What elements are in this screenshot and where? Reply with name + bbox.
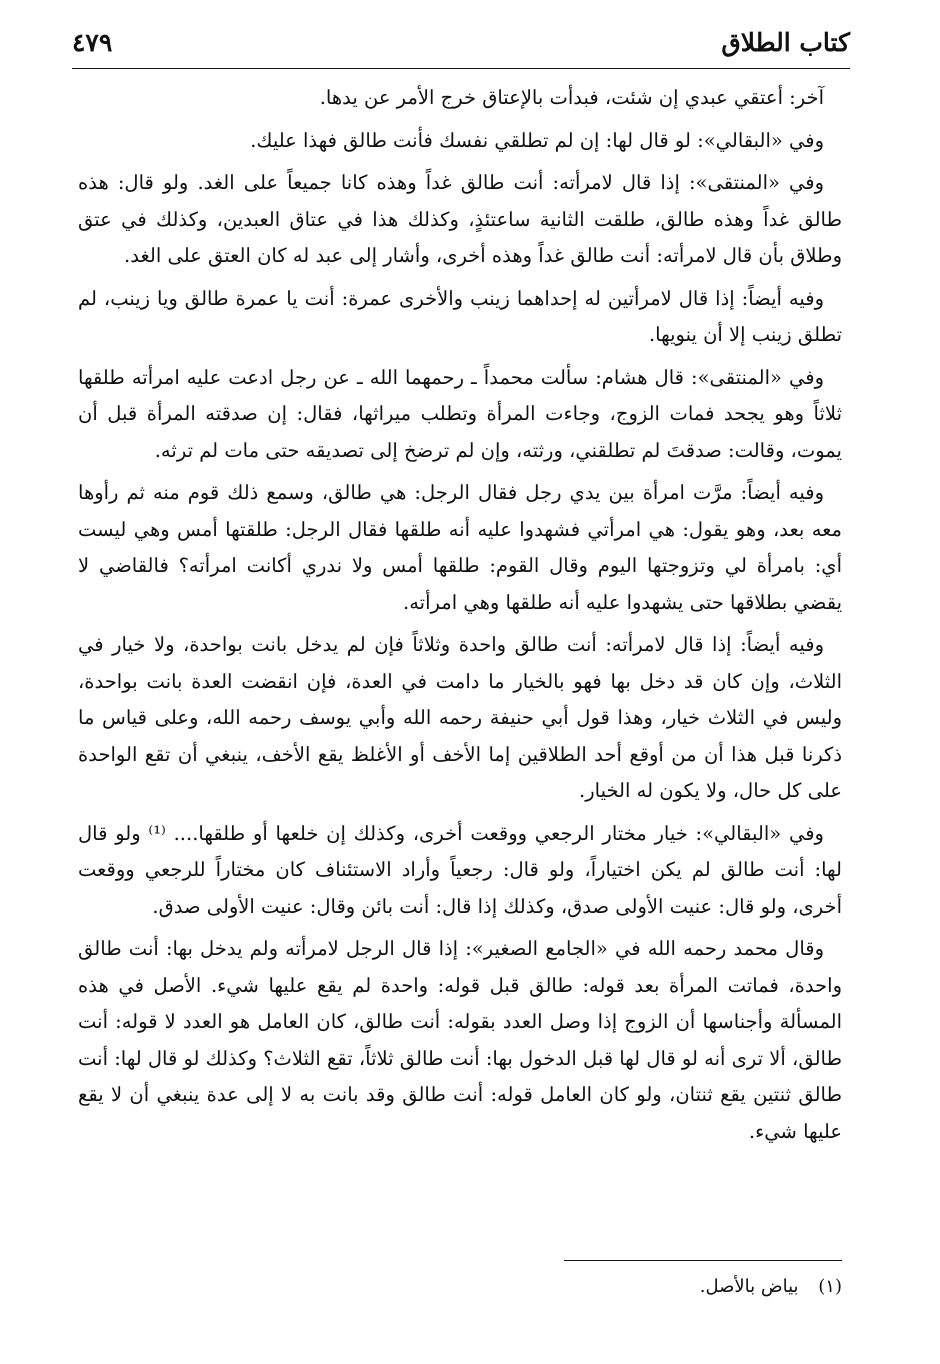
paragraph-8: وفي «البقالي»: خيار مختار الرجعي ووقعت أخرى، وكذلك إن خلعها أو طلقها.... ⁽¹⁾ ولو قال لها: أنت طالق لم يكن اختياراً، ولو قال: رجعياً وأراد الاستئناف كان مختاراً للرجعي ووقعت أخرى، ولو قال: عنيت الأولى صدق، وكذلك إذا قال: أنت بائن وقال: عنيت الأولى صدق. xyxy=(78,821,842,918)
paragraph-6: وفيه أيضاً: مرَّت امرأة بين يدي رجل فقال الرجل: هي طالق، وسمع ذلك قوم منه ثم رأوها معه بعد، وهو يقول: هي امرأتي فشهدوا عليه أنه طلقها فقال الرجل: طلقتها أمس وهي ليست أي: بامرأة لي وتزوجتها اليوم وقال القوم: طلقها أمس ولا ندري أكانت امرأته؟ فالقاضي لا يقضي بطلاقها حتى يشهدوا عليه أنه طلقها وهي امرأته. xyxy=(78,481,842,614)
running-header xyxy=(72,22,850,62)
paragraph-3: وفي «المنتقى»: إذا قال لامرأته: أنت طالق غداً وهذه كانا جميعاً على الغد. ولو قال: هذه طالق غداً وهذه طالق، طلقت الثانية ساعتئذٍ، وكذلك هذا في عتاق العبدين، وكذلك في عتق وطلاق بأن قال لامرأته: أنت طالق غداً وهذه أخرى، وأشار إلى عبد له كان العتق على الغد. xyxy=(78,171,842,267)
footnote-marker: (١) xyxy=(818,1276,842,1297)
footnote-text: بياض بالأصل. xyxy=(699,1276,799,1297)
paragraph-7: وفيه أيضاً: إذا قال لامرأته: أنت طالق واحدة وثلاثاً فإن لم يدخل بانت بواحدة، ولا خيار في الثلاث، وإن كان قد دخل بها فهو بالخيار ما دامت في العدة، فإن انقضت العدة بانت بواحدة، وليس في الثلاث خيار، وهذا قول أبي حنيفة رحمه الله وأبي يوسف رحمه الله، وعلى قياس ما ذكرنا قبل هذا أن من أوقع أحد الطلاقين إما الأخف أو الأغلظ يقع الأخف، ينبغي أن تقع الواحدة على كل حال، ولا يكون له الخيار. xyxy=(78,633,842,802)
main-text xyxy=(78,80,842,1156)
paragraph-9: وقال محمد رحمه الله في «الجامع الصغير»: إذا قال الرجل لامرأته ولم يدخل بها: أنت طالق واحدة، فماتت المرأة بعد قوله: طالق قبل قوله: واحدة لم يقع عليها شيء. الأصل في هذه المسألة وأجناسها أن الزوج إذا وصل العدد بقوله: أنت طالق، كان العامل هو العدد لا قوله: أنت طالق، ألا ترى أنه لو قال لها قبل الدخول بها: أنت طالق ثلاثاً، تقع الثلاث؟ وكذلك لو قال لها: أنت طالق ثنتين يقع ثنتان، ولو كان العامل قوله: أنت طالق وقد بانت به لا إلى عدة ينبغي أن لا يقع عليها شيء. xyxy=(78,937,842,1143)
footnote xyxy=(78,1270,842,1304)
footnote-divider xyxy=(564,1260,842,1261)
paragraph-5: وفي «المنتقى»: قال هشام: سألت محمداً ـ رحمهما الله ـ عن رجل ادعت عليه امرأته طلقها ثلاثاً وهو يجحد فمات الزوج، وجاءت المرأة وتطلب ميراثها، فقال: إن صدقته المرأة قبل أن يموت، وقالت: صدقتَ لم تطلقني، ورثته، وإن لم ترضخ إلى تصديقه حتى مات لم ترثه. xyxy=(78,365,842,462)
page-number: ٤٧٩ xyxy=(72,28,113,57)
header-divider xyxy=(72,68,850,69)
paragraph-2: وفي «البقالي»: لو قال لها: إن لم تطلقي نفسك فأنت طالق فهذا عليك. xyxy=(250,128,824,152)
paragraph-4: وفيه أيضاً: إذا قال لامرأتين له إحداهما زينب والأخرى عمرة: أنت يا عمرة طالق ويا زينب، لم تطلق زينب إلا أن ينويها. xyxy=(78,286,842,346)
paragraph-1: آخر: أعتقي عبدي إن شئت، فبدأت بالإعتاق خرج الأمر عن يدها. xyxy=(319,86,824,109)
chapter-title: كتاب الطلاق xyxy=(721,28,850,57)
